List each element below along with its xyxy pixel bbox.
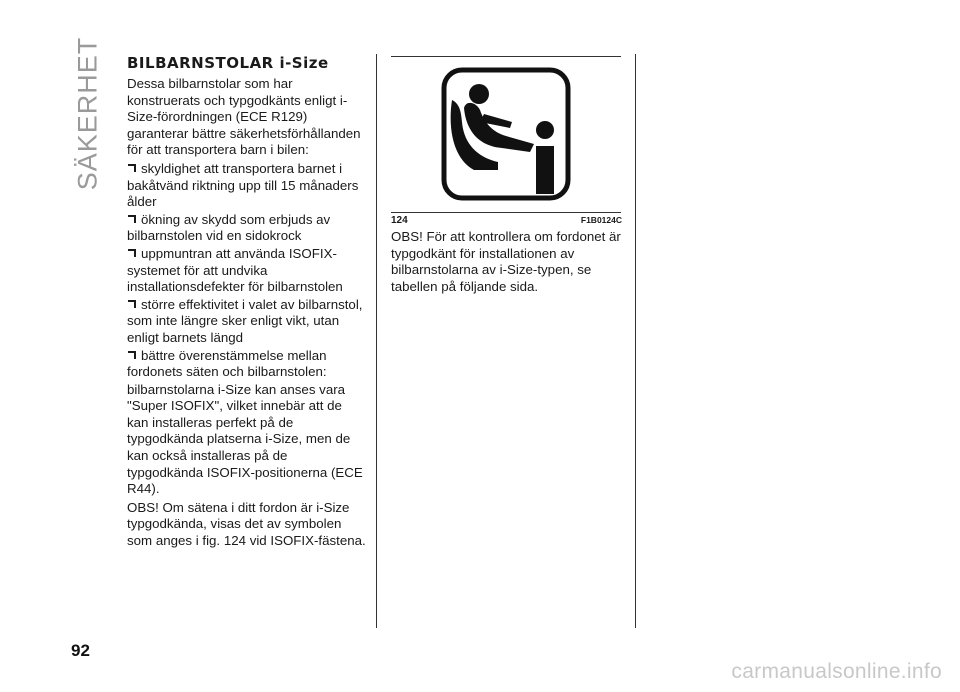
super-isofix-paragraph: bilbarnstolarna i-Size kan anses vara "Super ISOFIX", vilket innebär att de kan installeras perfekt på de typgodkända platserna i-Size, men de kan också installeras på de typgodkända ISOFIX-positionerna (ECE R44). [127,381,363,497]
bullet-marker-icon [128,164,136,172]
child-body [464,103,534,152]
figure-number: 124 [391,215,408,226]
i-letter-dot [536,121,554,139]
check-note-paragraph: OBS! För att kontrollera om fordonet är typgodkänt för installationen av bilbarnstolarna av i-Size-typen, se tabellen på följande sida. [391,229,621,294]
child-head [469,84,489,104]
bullet-marker-icon [128,351,136,359]
i-letter-stem [536,146,554,194]
right-column [391,229,631,297]
bullet-marker-icon [128,215,136,223]
section-heading: BILBARNSTOLAR i-Size [127,54,329,72]
bullet-item: bättre överenstämmelse mellan fordonets säten och bilbarnstolen: [127,347,327,380]
bullet-item: ökning av skydd som erbjuds av bilbarnstolen vid en sidokrock [127,211,331,244]
left-column [127,54,367,552]
bullet-marker-icon [128,300,136,308]
figure-bottom-rule [391,212,621,213]
bullet-item: större effektivitet i valet av bilbarnstol, som inte längre sker enligt vikt, utan enligt barnets längd [127,296,363,345]
column-divider [376,54,377,628]
section-side-label: SÄKERHET [72,36,103,190]
page-number: 92 [71,641,90,660]
bullet-item: skyldighet att transportera barnet i bakåtvänd riktning upp till 15 månaders ålder [127,160,359,210]
intro-paragraph: Dessa bilbarnstolar som har konstruerats och typgodkänts enligt i-Size-förordningen (ECE R129) garanterar bättre säkerhetsförhållanden för att transportera barn i bilen: [127,76,361,158]
figure-code: F1B0124C [580,215,622,225]
bullet-marker-icon [128,249,136,257]
bullet-item: uppmuntran att använda ISOFIX-systemet för att undvika installationsdefekter för bilbarnstolen [127,245,343,295]
child-seat-i-size-icon [440,66,572,202]
figure-top-rule [391,56,621,57]
note-paragraph: OBS! Om sätena i ditt fordon är i-Size typgodkända, visas det av symbolen som anges i fig. 124 vid ISOFIX-fästena. [127,499,366,549]
watermark: carmanualsonline.info [731,660,942,683]
column-divider [635,54,636,628]
